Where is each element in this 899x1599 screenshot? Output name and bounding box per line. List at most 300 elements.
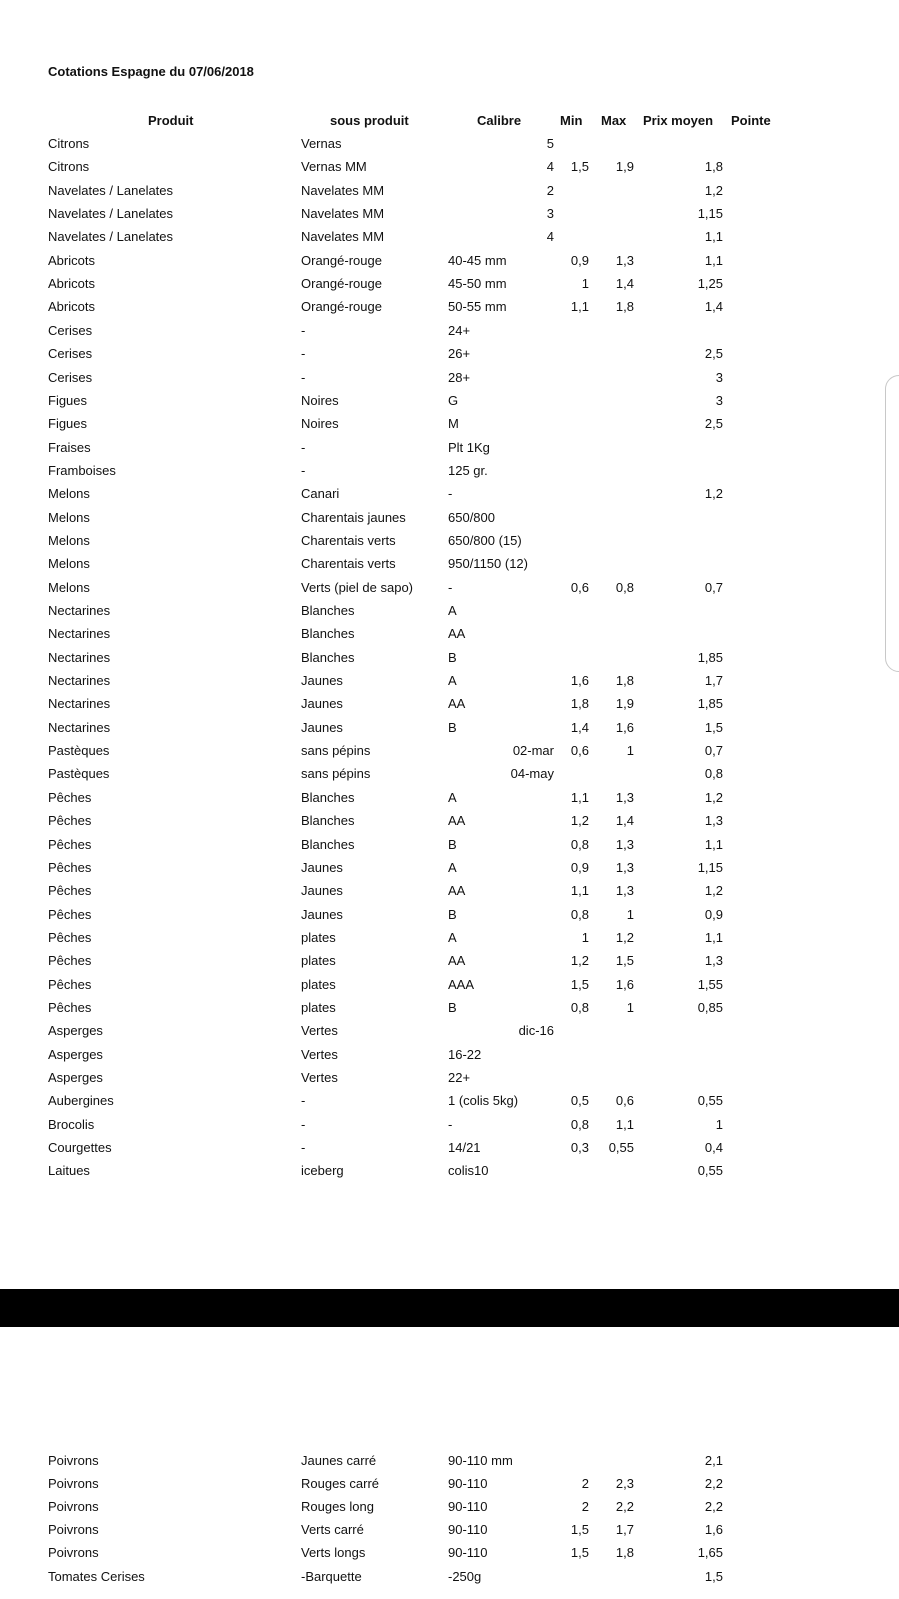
cell-prix-moyen: 1,1 <box>704 929 723 945</box>
cell-max: 1,8 <box>615 673 634 689</box>
cell-calibre: 04-may <box>510 766 554 782</box>
cell-produit: Figues <box>48 416 88 432</box>
table-row <box>0 669 899 692</box>
cell-produit: Laitues <box>48 1163 90 1179</box>
cell-prix-moyen: 1,25 <box>697 276 723 292</box>
table-row <box>0 389 899 412</box>
cell-sous-produit: -Barquette <box>301 1568 362 1584</box>
cell-prix-moyen: 0,4 <box>704 1140 723 1156</box>
cell-produit: Abricots <box>48 276 95 292</box>
cell-prix-moyen: 0,8 <box>704 766 723 782</box>
cell-produit: Asperges <box>48 1070 103 1085</box>
table-row <box>0 436 899 459</box>
cell-min: 0,3 <box>570 1140 589 1156</box>
cell-produit: Pêches <box>48 836 92 852</box>
cell-produit: Pêches <box>48 789 92 805</box>
cell-prix-moyen: 1,6 <box>704 1522 723 1538</box>
cell-sous-produit: - <box>301 462 306 478</box>
cell-calibre: - <box>448 486 453 502</box>
table-row <box>0 716 899 739</box>
cell-produit: Asperges <box>48 1046 103 1062</box>
cell-max: 1,4 <box>615 813 634 829</box>
table-row <box>0 249 899 272</box>
cell-produit: Pêches <box>48 953 92 969</box>
cell-calibre: 45-50 mm <box>448 276 507 292</box>
cell-sous-produit: Blanches <box>301 626 355 642</box>
table-row <box>0 319 899 342</box>
cell-produit: Figues <box>48 392 88 408</box>
cell-sous-produit: - <box>301 322 306 338</box>
cell-calibre: B <box>448 836 457 852</box>
cell-produit: Pêches <box>48 883 92 899</box>
cell-prix-moyen: 1,85 <box>697 696 723 712</box>
cell-min: 1,5 <box>570 1545 589 1561</box>
cell-sous-produit: Orangé-rouge <box>301 299 382 315</box>
cell-calibre: 02-mar <box>512 743 554 759</box>
table-row <box>0 179 899 202</box>
cell-produit: Nectarines <box>48 719 111 735</box>
table-row <box>0 879 899 902</box>
cell-min: 0,9 <box>570 252 589 268</box>
cell-prix-moyen: 2,5 <box>704 416 723 432</box>
cell-prix-moyen: 1,5 <box>704 719 723 735</box>
cell-sous-produit: Jaunes <box>301 906 343 922</box>
cell-calibre: 22+ <box>448 1070 471 1085</box>
cell-sous-produit: Rouges carré <box>301 1476 380 1492</box>
cell-produit: Poivrons <box>48 1453 99 1468</box>
table-row <box>0 1541 899 1564</box>
cell-min: 1 <box>581 929 589 945</box>
cell-calibre: 90-110 <box>448 1545 488 1561</box>
table-row <box>0 996 899 1019</box>
cell-produit: Cerises <box>48 369 93 385</box>
cell-min: 1 <box>581 276 589 292</box>
cell-sous-produit: Verts (piel de sapo) <box>301 579 414 595</box>
cell-min: 0,6 <box>570 743 589 759</box>
cell-prix-moyen: 0,55 <box>697 1163 723 1179</box>
cell-max: 1,9 <box>615 159 634 175</box>
table-row <box>0 552 899 575</box>
cell-sous-produit: Jaunes <box>301 719 343 735</box>
cell-min: 2 <box>581 1499 589 1515</box>
cell-prix-moyen: 1 <box>715 1116 723 1132</box>
cell-sous-produit: Charentais verts <box>301 532 396 548</box>
cell-min: 0,8 <box>570 836 589 852</box>
cell-produit: Pêches <box>48 929 92 945</box>
cell-calibre: AA <box>448 696 466 712</box>
cell-sous-produit: Navelates MM <box>301 182 385 198</box>
cell-calibre: 2 <box>546 182 554 198</box>
cell-produit: Nectarines <box>48 696 111 712</box>
cell-prix-moyen: 2,2 <box>704 1476 723 1492</box>
header-sous-produit: sous produit <box>330 113 409 128</box>
cell-calibre: 650/800 (15) <box>448 532 522 548</box>
table-row <box>0 1495 899 1518</box>
cell-max: 1,9 <box>615 696 634 712</box>
cell-produit: Poivrons <box>48 1522 99 1538</box>
cell-sous-produit: Blanches <box>301 649 355 665</box>
cell-prix-moyen: 1,65 <box>697 1545 723 1561</box>
cell-sous-produit: Blanches <box>301 836 355 852</box>
cell-sous-produit: Canari <box>301 486 340 502</box>
cell-produit: Pêches <box>48 976 92 992</box>
cell-sous-produit: Navelates MM <box>301 206 385 222</box>
cell-min: 0,8 <box>570 999 589 1015</box>
cell-calibre: A <box>448 859 457 875</box>
cell-calibre: 40-45 mm <box>448 252 507 268</box>
cell-sous-produit: Noires <box>301 392 339 408</box>
cell-max: 1,5 <box>615 953 634 969</box>
cell-max: 1,8 <box>615 1545 634 1561</box>
cell-calibre: -250g <box>448 1568 482 1584</box>
cell-calibre: 50-55 mm <box>448 299 507 315</box>
table-row <box>0 1089 899 1112</box>
cell-sous-produit: plates <box>301 953 336 969</box>
scroll-handle[interactable] <box>885 375 899 672</box>
cell-produit: Courgettes <box>48 1140 112 1156</box>
table-row <box>0 576 899 599</box>
cell-max: 0,6 <box>615 1093 634 1109</box>
cell-sous-produit: Charentais verts <box>301 556 396 572</box>
cell-sous-produit: Jaunes carré <box>301 1453 377 1468</box>
table-row <box>0 622 899 645</box>
cell-min: 0,8 <box>570 906 589 922</box>
cell-produit: Fraises <box>48 439 91 455</box>
cell-sous-produit: Verts carré <box>301 1522 364 1538</box>
cell-prix-moyen: 0,9 <box>704 906 723 922</box>
table-row <box>0 926 899 949</box>
cell-calibre: G <box>448 392 459 408</box>
cell-prix-moyen: 1,1 <box>704 229 723 245</box>
cell-prix-moyen: 1,2 <box>704 182 723 198</box>
cell-sous-produit: Vertes <box>301 1046 338 1062</box>
cell-sous-produit: Vertes <box>301 1023 338 1039</box>
cell-min: 0,9 <box>570 859 589 875</box>
table-row <box>0 1565 899 1588</box>
cell-prix-moyen: 1,15 <box>697 859 723 875</box>
cell-max: 1,4 <box>615 276 634 292</box>
cell-max: 1,2 <box>615 929 634 945</box>
table-row <box>0 646 899 669</box>
cell-calibre: M <box>448 416 459 432</box>
table-row <box>0 903 899 926</box>
cell-produit: Pastèques <box>48 766 110 782</box>
cell-min: 0,5 <box>570 1093 589 1109</box>
cell-produit: Melons <box>48 556 90 572</box>
cell-max: 1,3 <box>615 789 634 805</box>
cell-sous-produit: - <box>301 1116 306 1132</box>
header-produit: Produit <box>148 113 194 128</box>
cell-calibre: AA <box>448 953 466 969</box>
cell-sous-produit: plates <box>301 976 336 992</box>
cell-calibre: 90-110 mm <box>448 1453 513 1468</box>
cell-sous-produit: Blanches <box>301 813 355 829</box>
cell-produit: Melons <box>48 532 90 548</box>
cell-min: 1,5 <box>570 1522 589 1538</box>
cell-prix-moyen: 2,5 <box>704 346 723 362</box>
cell-prix-moyen: 1,8 <box>704 159 723 175</box>
cell-prix-moyen: 1,85 <box>697 649 723 665</box>
header-min: Min <box>560 113 583 128</box>
cell-calibre: 26+ <box>448 346 471 362</box>
document-title: Cotations Espagne du 07/06/2018 <box>48 64 254 79</box>
cell-max: 1,3 <box>615 836 634 852</box>
cell-max: 1,6 <box>615 976 634 992</box>
table-row <box>0 1449 899 1472</box>
cell-produit: Nectarines <box>48 673 111 689</box>
table-row <box>0 202 899 225</box>
cell-min: 2 <box>581 1476 589 1492</box>
cell-prix-moyen: 0,55 <box>697 1093 723 1109</box>
cell-prix-moyen: 1,2 <box>704 486 723 502</box>
cell-produit: Framboises <box>48 462 116 478</box>
header-max: Max <box>601 113 627 128</box>
cell-produit: Poivrons <box>48 1499 99 1515</box>
cell-calibre: 3 <box>546 206 554 222</box>
cell-produit: Melons <box>48 509 90 525</box>
cell-prix-moyen: 1,3 <box>704 953 723 969</box>
table-row <box>0 506 899 529</box>
cell-min: 1,8 <box>570 696 589 712</box>
cell-min: 1,1 <box>570 883 589 899</box>
table-row <box>0 295 899 318</box>
table-row <box>0 949 899 972</box>
cell-prix-moyen: 0,7 <box>704 743 723 759</box>
cell-sous-produit: Vernas MM <box>301 159 367 175</box>
cell-produit: Pêches <box>48 906 92 922</box>
cell-produit: Nectarines <box>48 603 111 618</box>
cell-calibre: B <box>448 999 457 1015</box>
cell-sous-produit: sans pépins <box>301 766 371 782</box>
cell-max: 1,8 <box>615 299 634 315</box>
cell-produit: Melons <box>48 486 90 502</box>
cell-max: 1,6 <box>615 719 634 735</box>
cell-produit: Nectarines <box>48 649 111 665</box>
cell-calibre: A <box>448 603 457 618</box>
cell-sous-produit: - <box>301 346 306 362</box>
cell-sous-produit: Charentais jaunes <box>301 509 406 525</box>
cell-prix-moyen: 2,1 <box>704 1453 723 1468</box>
cell-sous-produit: - <box>301 369 306 385</box>
cell-calibre: B <box>448 906 457 922</box>
page-separator-band <box>0 1289 899 1327</box>
table-row <box>0 459 899 482</box>
table-row <box>0 1472 899 1495</box>
cell-calibre: B <box>448 719 457 735</box>
cell-produit: Nectarines <box>48 626 111 642</box>
cell-produit: Citrons <box>48 159 90 175</box>
cell-calibre: B <box>448 649 457 665</box>
cell-sous-produit: plates <box>301 999 336 1015</box>
cell-max: 1,3 <box>615 883 634 899</box>
cell-min: 1,6 <box>570 673 589 689</box>
cell-sous-produit: Orangé-rouge <box>301 252 382 268</box>
cell-calibre: 90-110 <box>448 1499 488 1515</box>
table-row <box>0 786 899 809</box>
cell-calibre: 5 <box>546 136 554 151</box>
table-row <box>0 529 899 552</box>
cell-prix-moyen: 1,2 <box>704 789 723 805</box>
cell-sous-produit: Orangé-rouge <box>301 276 382 292</box>
cell-calibre: dic-16 <box>518 1023 554 1039</box>
cell-produit: Pêches <box>48 813 92 829</box>
cell-produit: Cerises <box>48 346 93 362</box>
cell-calibre: 1 (colis 5kg) <box>448 1093 519 1109</box>
cell-min: 1,5 <box>570 159 589 175</box>
table-row <box>0 1136 899 1159</box>
cell-calibre: Plt 1Kg <box>448 439 490 455</box>
cell-calibre: 24+ <box>448 322 471 338</box>
table-row <box>0 155 899 178</box>
table-row <box>0 973 899 996</box>
cell-max: 1,3 <box>615 252 634 268</box>
cell-calibre: 28+ <box>448 369 471 385</box>
cell-prix-moyen: 1,7 <box>704 673 723 689</box>
cell-calibre: 125 gr. <box>448 462 488 478</box>
cell-min: 1,4 <box>570 719 589 735</box>
cell-calibre: - <box>448 1116 453 1132</box>
cell-prix-moyen: 1,15 <box>697 206 723 222</box>
cell-calibre: 90-110 <box>448 1522 488 1538</box>
cell-sous-produit: Verts longs <box>301 1545 366 1561</box>
cell-sous-produit: - <box>301 1140 306 1156</box>
cell-max: 1 <box>626 743 634 759</box>
cell-prix-moyen: 1,5 <box>704 1568 723 1584</box>
cell-calibre: 4 <box>546 229 554 245</box>
table-row <box>0 132 899 155</box>
cell-sous-produit: Jaunes <box>301 696 343 712</box>
cell-max: 0,55 <box>608 1140 634 1156</box>
cell-calibre: 950/1150 (12) <box>448 556 528 572</box>
cell-calibre: 16-22 <box>448 1046 482 1062</box>
cell-calibre: AA <box>448 626 466 642</box>
cell-min: 1,1 <box>570 789 589 805</box>
cell-produit: Pastèques <box>48 743 110 759</box>
cell-produit: Pêches <box>48 999 92 1015</box>
cell-prix-moyen: 2,2 <box>704 1499 723 1515</box>
table-header <box>0 109 899 132</box>
cell-calibre: 4 <box>546 159 554 175</box>
cell-sous-produit: Vernas <box>301 136 342 151</box>
cell-sous-produit: - <box>301 439 306 455</box>
cell-min: 1,2 <box>570 813 589 829</box>
cell-produit: Abricots <box>48 252 95 268</box>
cell-sous-produit: Jaunes <box>301 673 343 689</box>
cell-min: 1,1 <box>570 299 589 315</box>
cell-produit: Abricots <box>48 299 95 315</box>
cell-sous-produit: Rouges long <box>301 1499 374 1515</box>
table-row <box>0 833 899 856</box>
cell-calibre: colis10 <box>448 1163 489 1179</box>
cell-min: 1,5 <box>570 976 589 992</box>
cell-sous-produit: Navelates MM <box>301 229 385 245</box>
cell-max: 0,8 <box>615 579 634 595</box>
cell-produit: Brocolis <box>48 1116 95 1132</box>
table-row <box>0 482 899 505</box>
table-row <box>0 366 899 389</box>
cell-max: 2,3 <box>615 1476 634 1492</box>
table-row <box>0 1113 899 1136</box>
cell-produit: Asperges <box>48 1023 103 1039</box>
cell-prix-moyen: 3 <box>715 369 723 385</box>
cell-produit: Poivrons <box>48 1545 99 1561</box>
cell-prix-moyen: 1,1 <box>704 252 723 268</box>
cell-calibre: AA <box>448 883 466 899</box>
cell-produit: Navelates / Lanelates <box>48 206 174 222</box>
table-row <box>0 342 899 365</box>
table-row <box>0 272 899 295</box>
header-pointe: Pointe <box>731 113 771 128</box>
cell-prix-moyen: 0,85 <box>697 999 723 1015</box>
header-calibre: Calibre <box>477 113 522 128</box>
cell-sous-produit: plates <box>301 929 336 945</box>
cell-produit: Tomates Cerises <box>48 1568 145 1584</box>
cell-calibre: AA <box>448 813 466 829</box>
cell-sous-produit: Blanches <box>301 789 355 805</box>
cell-sous-produit: Vertes <box>301 1070 338 1085</box>
cell-calibre: 90-110 <box>448 1476 488 1492</box>
cell-produit: Pêches <box>48 859 92 875</box>
cell-sous-produit: - <box>301 1093 306 1109</box>
cell-calibre: A <box>448 673 457 689</box>
cell-prix-moyen: 1,4 <box>704 299 723 315</box>
table-row <box>0 225 899 248</box>
cell-produit: Citrons <box>48 136 90 151</box>
cell-prix-moyen: 3 <box>715 392 723 408</box>
cell-calibre: - <box>448 579 453 595</box>
header-prix-moyen: Prix moyen <box>643 113 714 128</box>
cell-prix-moyen: 1,2 <box>704 883 723 899</box>
cell-produit: Aubergines <box>48 1093 114 1109</box>
table-row <box>0 692 899 715</box>
table-row <box>0 809 899 832</box>
cell-calibre: AAA <box>448 976 475 992</box>
cell-produit: Cerises <box>48 322 93 338</box>
cell-max: 1,3 <box>615 859 634 875</box>
table-row <box>0 856 899 879</box>
cell-produit: Navelates / Lanelates <box>48 182 174 198</box>
cell-max: 1,7 <box>615 1522 634 1538</box>
cell-calibre: 650/800 <box>448 509 495 525</box>
cell-produit: Poivrons <box>48 1476 99 1492</box>
cell-sous-produit: Blanches <box>301 603 355 618</box>
cell-prix-moyen: 1,1 <box>704 836 723 852</box>
cell-produit: Navelates / Lanelates <box>48 229 174 245</box>
cell-sous-produit: Jaunes <box>301 883 343 899</box>
cell-calibre: A <box>448 929 457 945</box>
cell-sous-produit: sans pépins <box>301 743 371 759</box>
cell-max: 2,2 <box>615 1499 634 1515</box>
cell-sous-produit: iceberg <box>301 1163 344 1179</box>
table-row <box>0 1066 899 1089</box>
cell-prix-moyen: 0,7 <box>704 579 723 595</box>
cell-max: 1,1 <box>615 1116 634 1132</box>
cell-calibre: A <box>448 789 457 805</box>
cell-calibre: 14/21 <box>448 1140 481 1156</box>
cell-min: 1,2 <box>570 953 589 969</box>
table-row <box>0 762 899 785</box>
table-row <box>0 739 899 762</box>
table-row <box>0 1518 899 1541</box>
cell-prix-moyen: 1,3 <box>704 813 723 829</box>
table-row <box>0 1043 899 1066</box>
cell-min: 0,8 <box>570 1116 589 1132</box>
table-row <box>0 1159 899 1182</box>
cell-max: 1 <box>626 906 634 922</box>
cell-max: 1 <box>626 999 634 1015</box>
table-row <box>0 599 899 622</box>
cell-produit: Melons <box>48 579 90 595</box>
